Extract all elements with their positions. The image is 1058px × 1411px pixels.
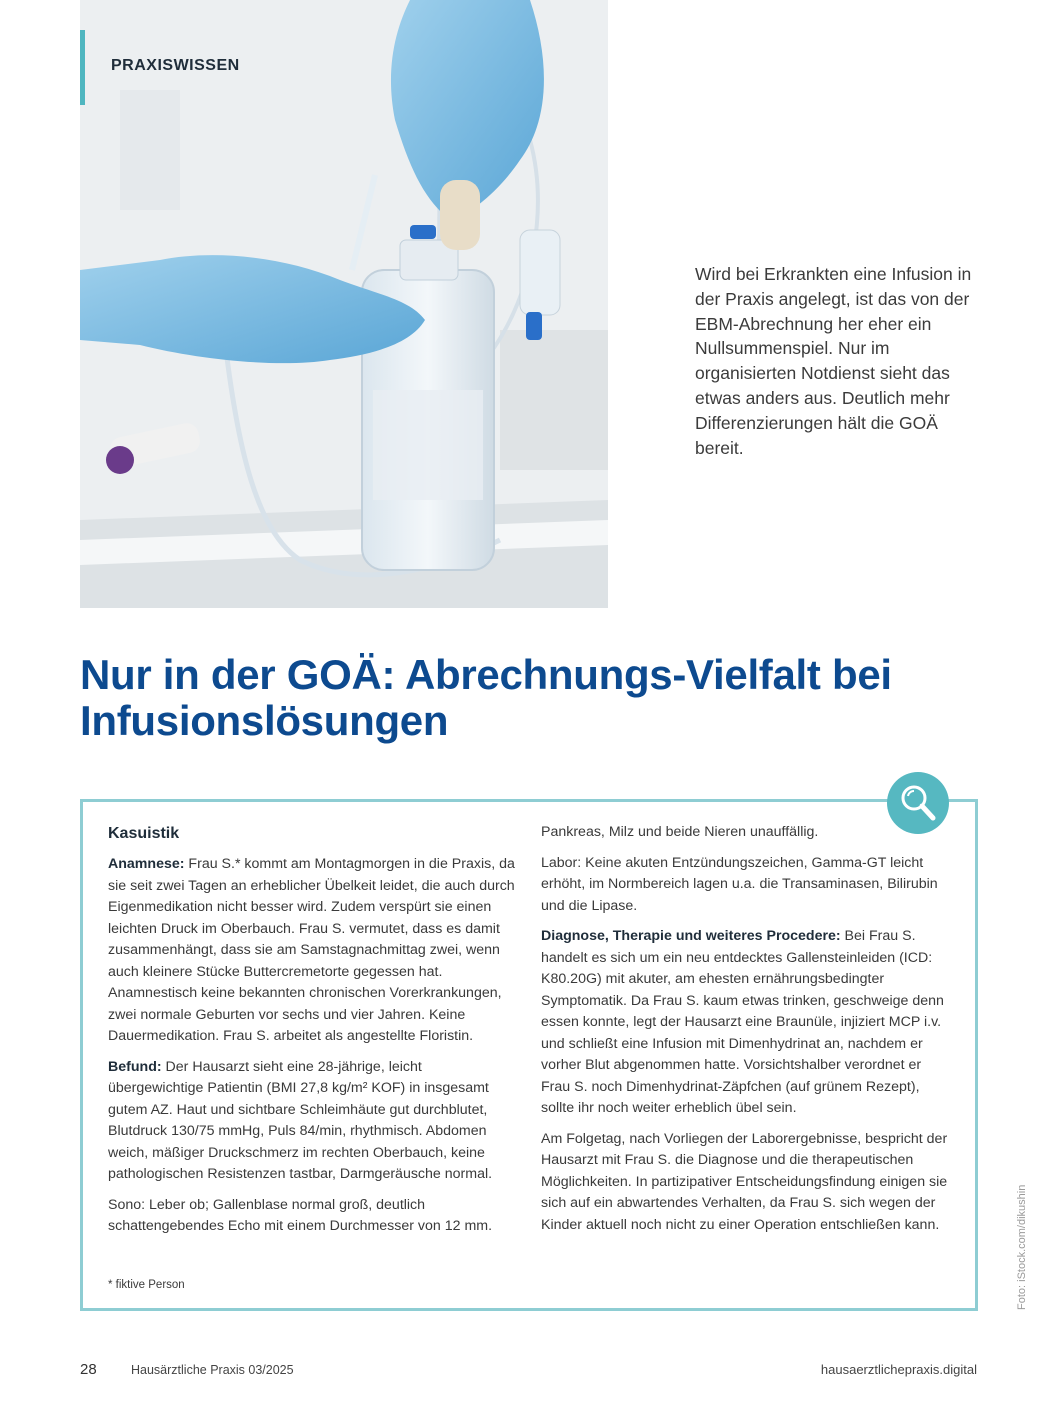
diagnose-paragraph bbox=[541, 926, 953, 1120]
sono-paragraph: Sono: Leber ob; Gallenblase normal groß, deutlich schattengebendes Echo mit einem Durchmesser von 12 mm. bbox=[108, 1196, 493, 1234]
magnifier-icon-glyph bbox=[900, 784, 936, 822]
section-label: PRAXISWISSEN bbox=[111, 57, 240, 74]
website-url[interactable]: hausaerztlichepraxis.digital bbox=[820, 1362, 977, 1377]
article-headline: Nur in der GOÄ: Abrechnungs-Vielfalt bei Infusionslösungen bbox=[80, 651, 892, 744]
article-photo bbox=[80, 0, 608, 608]
page-number: 28 bbox=[80, 1361, 97, 1378]
anamnese-text: Frau S.* kommt am Montagmorgen in die Praxis, da sie seit zwei Tagen an erheblicher Übelkeit leidet, die auch durch Eigenmedikation nicht besser wird. Zudem verspürt sie einen leichten Druck im Oberbauch. Frau S. vermutet, dass es damit zusammenhängt, dass sie am Samstagnachmittag zwei, wenn auch kleinere Stücke Buttercremetorte gegessen hat. Anamnestisch keine bekannten chronischen Vorerkrankungen, zwei normale Geburten vor sechs und vier Jahren. Keine Dauermedikation. Frau S. arbeitet als angestellte Floristin. bbox=[108, 856, 515, 1044]
diagnose-label: Diagnose, Therapie und weiteres Procedere: bbox=[541, 928, 841, 944]
photo-credit: Foto: iStock.com/dikushin bbox=[1016, 1184, 1028, 1310]
infusion-photo-illustration bbox=[80, 0, 608, 608]
section-accent-bar bbox=[80, 30, 85, 105]
magazine-issue: Hausärztliche Praxis 03/2025 bbox=[131, 1363, 294, 1377]
sono-continued-paragraph: Pankreas, Milz und beide Nieren unauffällig. bbox=[541, 824, 819, 840]
folgetag-paragraph: Am Folgetag, nach Vorliegen der Laborergebnisse, bespricht der Hausarzt mit Frau S. die Diagnose und die therapeutischen Möglichkeiten. In partizipativer Entscheidungsfindung einigen sie sich auf ein abwartendes Verhalten, da Frau S. sich wegen der Kinder aktuell noch nicht zu einer Operation entschließen kann. bbox=[541, 1130, 948, 1233]
befund-text: Der Hausarzt sieht eine 28-jährige, leicht übergewichtige Patientin (BMI 27,8 kg/m² KOF) in insgesamt gutem AZ. Haut und sichtbare Schleimhäute gut durchblutet, Blutdruck 130/75 mmHg, Puls 84/min, rhythmisch. Abdomen weich, mäßiger Druckschmerz im rechten Oberbauch, keine pathologischen Resistenzen tastbar, Darmgeräusche normal. bbox=[108, 1058, 493, 1182]
anamnese-paragraph bbox=[108, 854, 518, 1048]
footnote: * fiktive Person bbox=[108, 1279, 185, 1291]
labor-paragraph: Labor: Keine akuten Entzündungszeichen, Gamma-GT leicht erhöht, im Normbereich lagen u.a. die Transaminasen, Bilirubin und die Lipase. bbox=[541, 854, 938, 914]
anamnese-label: Anamnese: bbox=[108, 856, 185, 872]
befund-label: Befund: bbox=[108, 1058, 162, 1075]
befund-paragraph bbox=[108, 1057, 518, 1186]
case-column-right bbox=[541, 822, 953, 1245]
case-column-left bbox=[108, 822, 518, 1247]
case-title: Kasuistik bbox=[108, 825, 180, 842]
diagnose-text: Bei Frau S. handelt es sich um ein neu entdecktes Gallensteinleiden (ICD: K80.20G) mit akuter, am ehesten ernährungsbedingter Symptomatik. Da Frau S. kaum etwas trinken, geschweige denn essen konnte, legt der Hausarzt eine Braunüle, injiziert MCP i.v. und schließt eine Infusion mit Dimenhydrinat an, nachdem er vorher Blut abgenommen hatte. Vorsichtshalber verordnet er Frau S. noch Dimenhydrinat-Zäpfchen (auf grünem Rezept), sollte ihr noch weiter erheblich übel sein. bbox=[541, 928, 944, 1116]
teaser-text: Wird bei Erkrankten eine Infusion in der Praxis angelegt, ist das von der EBM-Abrechnung her eher ein Nullsummenspiel. Nur im organisierten Notdienst sieht das etwas anders aus. Deutlich mehr Differenzierungen hält die GOÄ bereit. bbox=[695, 264, 972, 458]
